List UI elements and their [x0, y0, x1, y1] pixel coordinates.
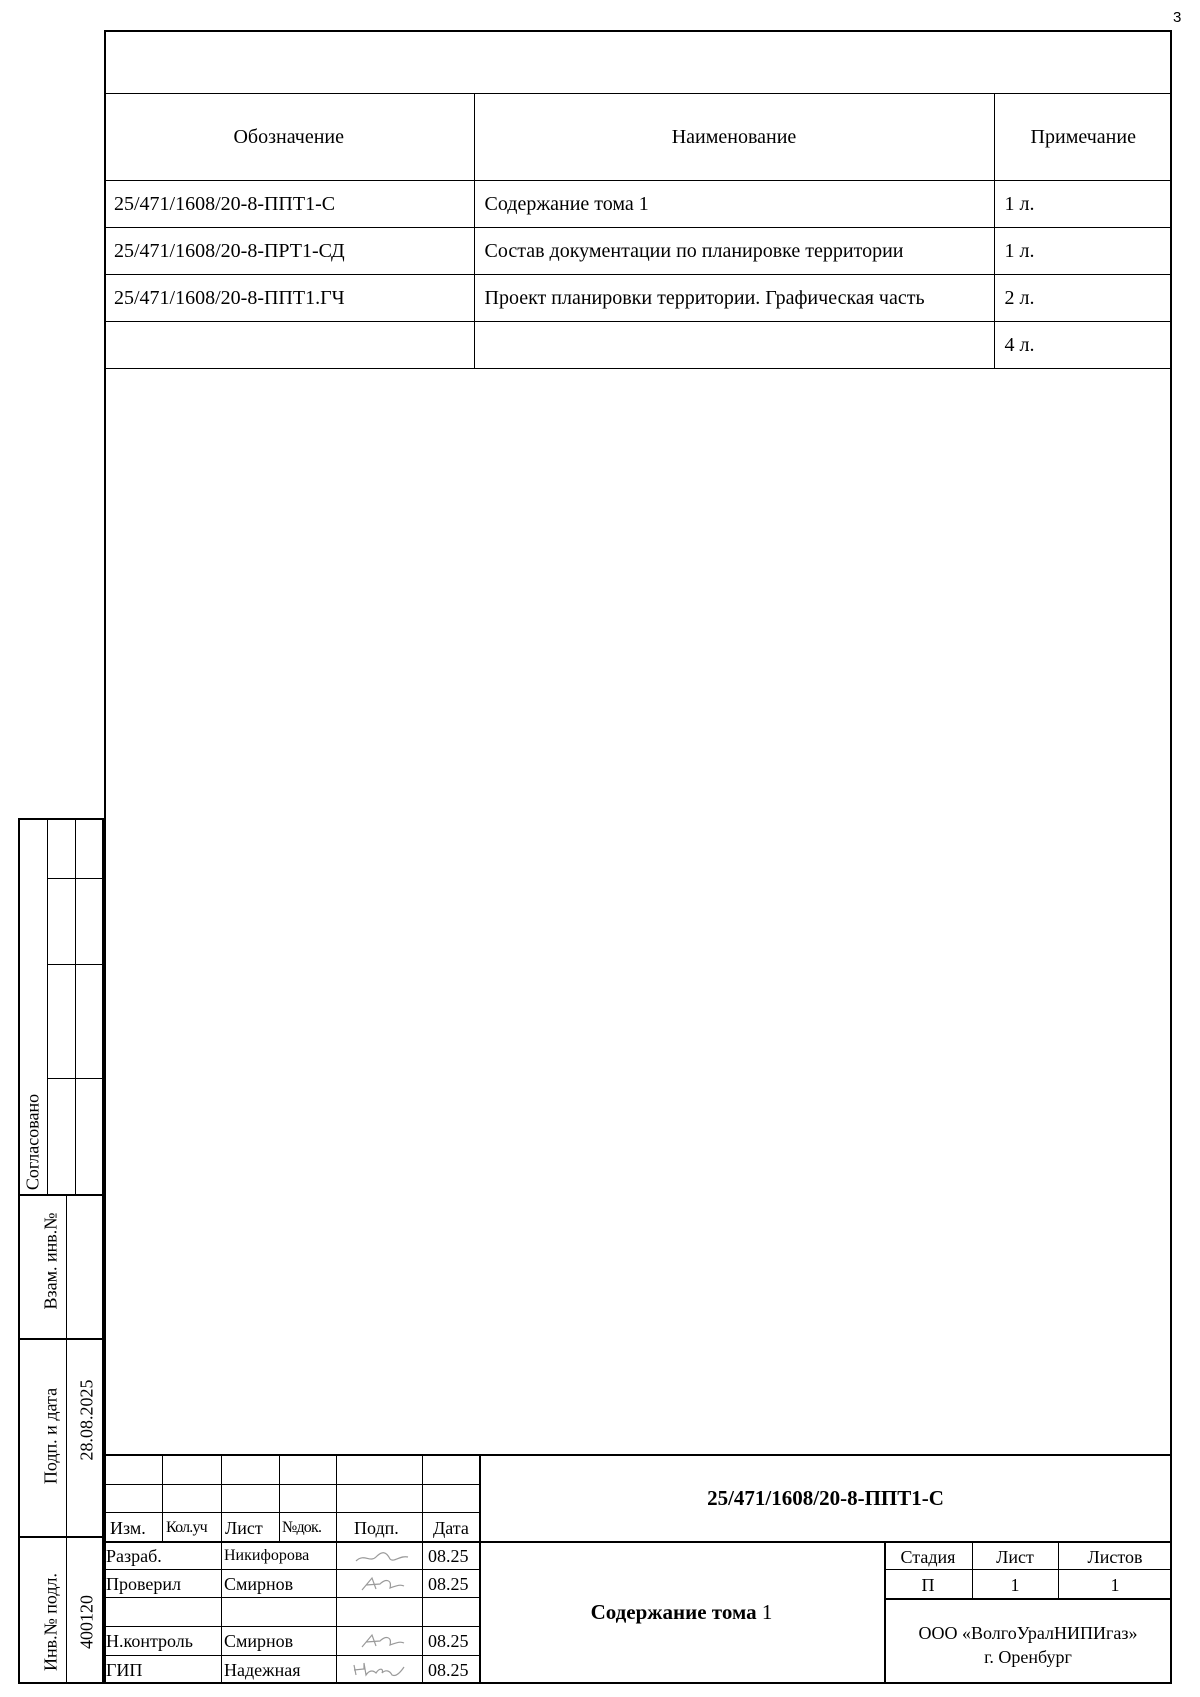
document-title	[479, 1602, 884, 1623]
inv-podl-value: 400120	[76, 1595, 97, 1649]
role-proveril: Проверил	[106, 1574, 181, 1594]
role-nkontrol: Н.контроль	[106, 1631, 194, 1651]
sheet-value: 1	[1010, 1575, 1020, 1595]
stage-value: П	[921, 1575, 935, 1595]
signature-gip-icon	[350, 1659, 410, 1679]
inv-podl-label: Инв.№ подл.	[40, 1572, 61, 1672]
row-note: 2 л.	[994, 275, 1172, 322]
col-list: Лист	[225, 1518, 263, 1538]
row-code: 25/471/1608/20-8-ПРТ1-СД	[104, 228, 474, 275]
table-row	[104, 275, 1172, 322]
col-izm: Изм.	[110, 1518, 146, 1538]
role-razrab: Разраб.	[106, 1546, 162, 1566]
row-name: Содержание тома 1	[474, 181, 994, 228]
table-row	[104, 322, 1172, 369]
contents-table	[104, 93, 1172, 369]
page-number: 3	[1173, 9, 1182, 26]
signature-proveril-icon	[352, 1574, 412, 1594]
col-ndok: №док.	[282, 1519, 322, 1536]
document-code: 25/471/1608/20-8-ППТ1-С	[707, 1486, 944, 1510]
title-bold: Содержание тома	[590, 1600, 757, 1624]
row-note: 4 л.	[994, 322, 1172, 369]
soglasovano-strip	[18, 818, 104, 1196]
podp-data-label: Подп. и дата	[40, 1387, 61, 1485]
date-gip: 08.25	[428, 1660, 469, 1680]
inv-podl-strip	[18, 1536, 104, 1684]
contents-header-row	[104, 94, 1172, 181]
role-gip: ГИП	[106, 1660, 143, 1680]
date-proveril: 08.25	[428, 1574, 469, 1594]
row-code: 25/471/1608/20-8-ППТ1-С	[104, 181, 474, 228]
vzam-inv-label: Взам. инв.№	[40, 1212, 61, 1310]
table-row	[104, 181, 1172, 228]
podp-data-strip	[18, 1338, 104, 1538]
header-naimenovanie: Наименование	[474, 94, 994, 181]
col-podp: Подп.	[354, 1518, 399, 1538]
header-primechanie: Примечание	[994, 94, 1172, 181]
row-note: 1 л.	[994, 181, 1172, 228]
col-data: Дата	[433, 1518, 469, 1538]
stage-label: Стадия	[900, 1547, 956, 1567]
sheets-value: 1	[1110, 1575, 1120, 1595]
signature-nkontrol-icon	[352, 1631, 412, 1651]
sheets-label: Листов	[1087, 1547, 1143, 1567]
col-koluch: Кол.уч	[166, 1519, 207, 1536]
row-note: 1 л.	[994, 228, 1172, 275]
signature-razrab-icon	[352, 1547, 412, 1567]
row-code	[104, 322, 474, 369]
title-block	[104, 1454, 1172, 1684]
name-proveril: Смирнов	[224, 1574, 294, 1594]
header-oboznachenie: Обозначение	[104, 94, 474, 181]
row-code: 25/471/1608/20-8-ППТ1.ГЧ	[104, 275, 474, 322]
org-city: г. Оренбург	[984, 1647, 1072, 1667]
name-nkontrol: Смирнов	[224, 1631, 294, 1651]
org-name: ООО «ВолгоУралНИПИгаз»	[918, 1623, 1138, 1643]
podp-data-value: 28.08.2025	[76, 1379, 97, 1461]
sheet-label: Лист	[996, 1547, 1034, 1567]
table-row	[104, 228, 1172, 275]
name-razrab: Никифорова	[224, 1547, 310, 1564]
row-name: Проект планировки территории. Графическая часть	[474, 275, 994, 322]
soglasovano-label: Согласовано	[22, 1093, 43, 1191]
date-razrab: 08.25	[428, 1546, 469, 1566]
name-gip: Надежная	[224, 1660, 301, 1680]
vzam-inv-strip	[18, 1194, 104, 1340]
row-name	[474, 322, 994, 369]
title-num: 1	[761, 1600, 773, 1624]
date-nkontrol: 08.25	[428, 1631, 469, 1651]
row-name: Состав документации по планировке территории	[474, 228, 994, 275]
